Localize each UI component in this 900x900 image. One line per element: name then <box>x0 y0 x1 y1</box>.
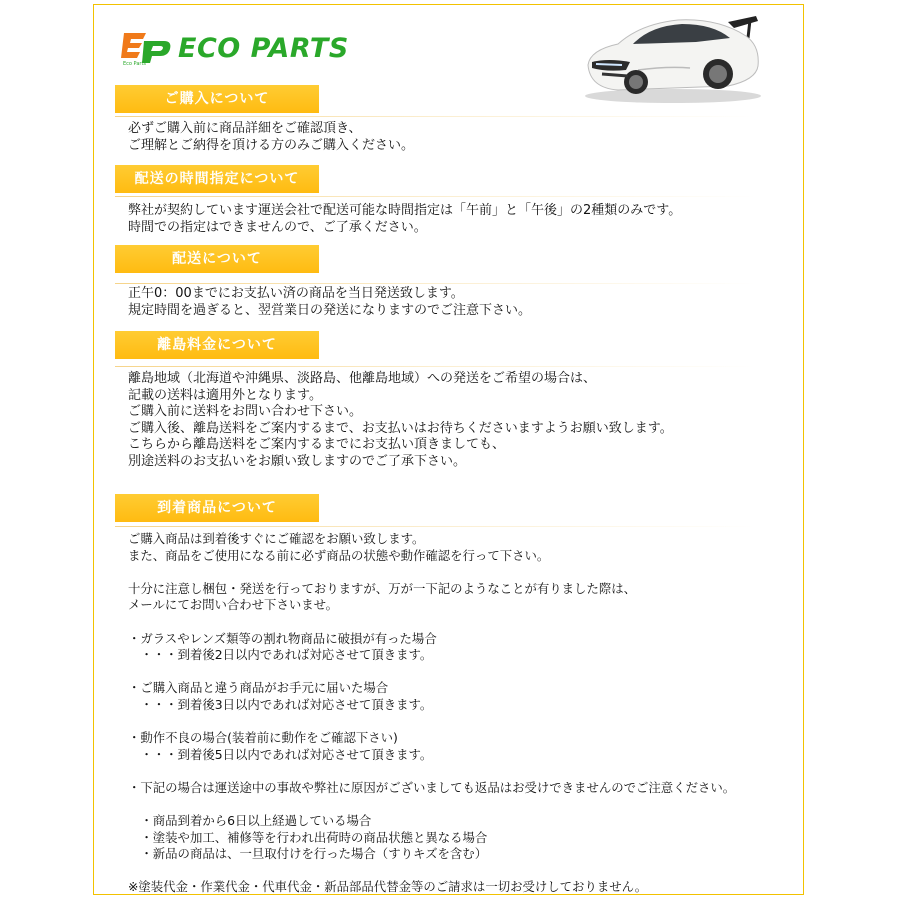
text-line: ・ご購入商品と違う商品がお手元に届いた場合 <box>128 680 389 696</box>
text-line: 必ずご購入前に商品詳細をご確認頂き、 <box>128 121 362 136</box>
text-line: ・商品到着から6日以上経過している場合 <box>128 813 372 829</box>
text-line: 離島地域（北海道や沖縄県、淡路島、他離島地域）への発送をご希望の場合は、 <box>128 371 597 386</box>
brand-name: ECO PARTS <box>178 32 349 64</box>
text-line: ご理解とご納得を頂ける方のみご購入ください。 <box>128 137 415 153</box>
ep-logo-mark <box>120 29 174 67</box>
svg-text:Eco Parts: Eco Parts <box>123 61 147 67</box>
text-line: 記載の送料は適用外となります。 <box>128 387 322 403</box>
text-line: また、商品をご使用になる前に必ず商品の状態や動作確認を行って下さい。 <box>128 547 550 563</box>
text-line: ・・・到着後5日以内であれば対応させて頂きます。 <box>128 746 433 762</box>
text-line: 時間での指定はできませんので、ご了承ください。 <box>128 219 427 235</box>
section-body-remote-island <box>128 371 673 471</box>
text-line: メールにてお問い合わせ下さいませ。 <box>128 597 339 613</box>
text-line: ・動作不良の場合(装着前に動作をご確認下さい) <box>128 730 398 746</box>
section-body-arrival <box>128 531 735 896</box>
section-header-arrival: 到着商品について <box>115 494 319 522</box>
divider <box>115 526 755 527</box>
text-line: ご購入前に送料をお問い合わせ下さい。 <box>128 404 363 420</box>
text-line: ・下記の場合は運送途中の事故や弊社に原因がございましても返品はお受けできませんのでご注意ください。 <box>128 779 736 795</box>
text-line: ご購入商品は到着後すぐにご確認をお願い致します。 <box>128 531 425 546</box>
text-line: こちらから離島送料をご案内するまでにお支払い頂きましても、 <box>128 437 506 453</box>
text-line: ご購入後、離島送料をご案内するまで、お支払いはお待ちくださいますようお願い致します。 <box>128 420 673 436</box>
text-line: ・塗装や加工、補修等を行われ出荷時の商品状態と異なる場合 <box>128 829 488 845</box>
divider <box>115 196 755 197</box>
text-line: ・ガラスやレンズ類等の割れ物商品に破損が有った場合 <box>128 630 437 646</box>
section-header-purchase: ご購入について <box>115 85 319 113</box>
divider <box>115 116 755 117</box>
text-line: ・・・到着後3日以内であれば対応させて頂きます。 <box>128 696 433 712</box>
section-body-delivery-time <box>128 203 681 236</box>
text-line: ・・・到着後2日以内であれば対応させて頂きます。 <box>128 647 433 663</box>
text-line: 別途送料のお支払いをお願い致しますのでご了承下さい。 <box>128 453 467 469</box>
divider <box>115 283 755 284</box>
text-line: 弊社が契約しています運送会社で配送可能な時間指定は「午前」と「午後」の2種類のみです。 <box>128 203 682 218</box>
text-line: ・新品の商品は、一旦取付けを行った場合（すりキズを含む） <box>128 846 488 862</box>
car-image <box>578 10 768 105</box>
section-header-delivery: 配送について <box>115 245 319 273</box>
section-body-purchase <box>128 121 414 154</box>
text-line: ※塗装代金・作業代金・代車代金・新品部品代替金等のご請求は一切お受けしておりません。 <box>128 879 648 895</box>
text-line: 規定時間を過ぎると、翌営業日の発送になりますのでご注意下さい。 <box>128 302 532 318</box>
section-header-remote-island: 離島料金について <box>115 331 319 359</box>
section-body-delivery <box>128 286 531 319</box>
eco-parts-logo <box>120 28 349 68</box>
text-line: 正午0：00までにお支払い済の商品を当日発送致します。 <box>128 286 464 301</box>
section-header-delivery-time: 配送の時間指定について <box>115 165 319 193</box>
text-line: 十分に注意し梱包・発送を行っておりますが、万が一下記のようなことが有りました際は、 <box>128 580 637 596</box>
divider <box>115 366 755 367</box>
